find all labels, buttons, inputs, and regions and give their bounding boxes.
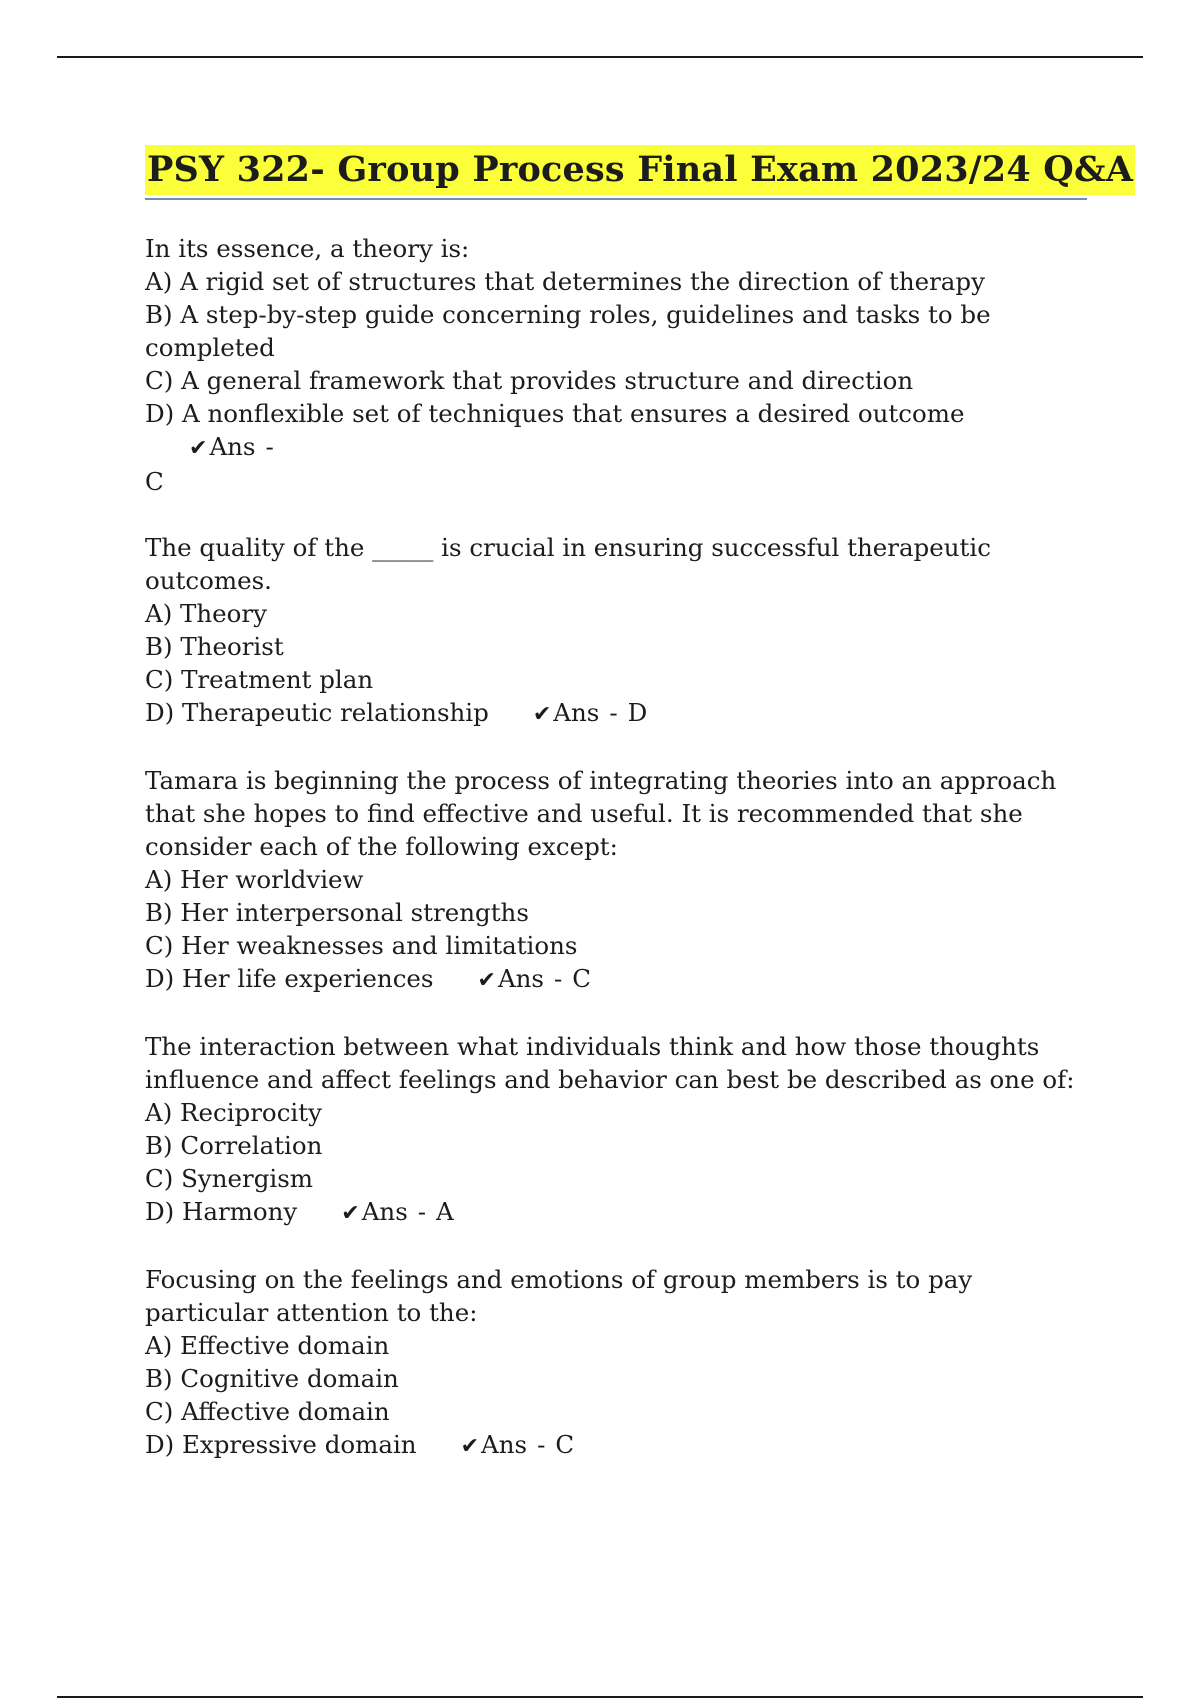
checkmark-icon: ✔ [189, 436, 208, 461]
option-d: D) Her life experiences [145, 964, 434, 993]
checkmark-icon: ✔ [532, 702, 552, 727]
answer-key [434, 964, 592, 993]
question-text: The quality of the _____ is crucial in ensuring successful therapeutic outcomes. [145, 533, 991, 595]
option-b: B) A step-by-step guide concerning roles, guidelines and tasks to be completed [145, 300, 991, 362]
option-d-with-answer [145, 696, 1090, 731]
answer-dash: - [537, 1430, 546, 1459]
option-d: D) A nonflexible set of techniques that ensures a desired outcome [145, 399, 965, 428]
question-item [145, 1030, 1090, 1230]
checkmark-icon: ✔ [341, 1201, 360, 1226]
answer-dash: - [417, 1197, 427, 1226]
option-b: B) Cognitive domain [145, 1364, 399, 1393]
answer-label: Ans [553, 698, 600, 727]
question-list [145, 232, 1090, 1496]
question-text: In its essence, a theory is: [145, 234, 470, 263]
option-c: C) Her weaknesses and limitations [145, 931, 578, 960]
question-text: The interaction between what individuals think and how those thoughts influence and affect feelings and behavior can best be described as one of: [145, 1032, 1075, 1094]
question-item [145, 232, 1090, 498]
checkmark-icon: ✔ [477, 968, 496, 993]
answer-key [297, 1197, 453, 1226]
option-d-with-answer [145, 397, 1090, 498]
answer-dash: - [553, 964, 563, 993]
answer-label: Ans [481, 1430, 528, 1459]
option-b: B) Theorist [145, 632, 284, 661]
option-d-with-answer [145, 1195, 1090, 1230]
option-d-with-answer [145, 962, 1090, 997]
question-text: Focusing on the feelings and emotions of group members is to pay particular attention to the: [145, 1265, 973, 1327]
answer-label: Ans [209, 432, 256, 461]
option-d-with-answer [145, 1428, 1090, 1463]
answer-key [145, 432, 284, 461]
top-rule [57, 56, 1143, 58]
answer-value: A [436, 1197, 454, 1226]
title-block [145, 145, 1134, 200]
option-a: A) Reciprocity [145, 1098, 322, 1127]
option-b: B) Correlation [145, 1131, 323, 1160]
bottom-rule [57, 1696, 1143, 1698]
answer-value: C [555, 1430, 575, 1459]
question-text: Tamara is beginning the process of integrating theories into an approach that she hopes to find effective and useful. It is recommended that she consider each of the following except: [145, 766, 1057, 861]
option-a: A) Effective domain [145, 1331, 390, 1360]
question-item [145, 531, 1090, 731]
answer-label: Ans [497, 964, 544, 993]
answer-value: C [572, 964, 592, 993]
answer-value: D [627, 698, 648, 727]
option-c: C) A general framework that provides structure and direction [145, 366, 914, 395]
option-c: C) Treatment plan [145, 665, 374, 694]
option-a: A) A rigid set of structures that determines the direction of therapy [145, 267, 985, 296]
answer-dash: - [609, 698, 618, 727]
answer-key [489, 698, 647, 727]
option-d: D) Harmony [145, 1197, 298, 1226]
option-c: C) Synergism [145, 1164, 314, 1193]
answer-label: Ans [361, 1197, 408, 1226]
answer-dash: - [265, 432, 274, 461]
option-a: A) Her worldview [145, 865, 364, 894]
option-b: B) Her interpersonal strengths [145, 898, 529, 927]
option-a: A) Theory [145, 599, 267, 628]
option-c: C) Affective domain [145, 1397, 390, 1426]
answer-value: C [145, 467, 164, 496]
option-d: D) Therapeutic relationship [145, 698, 489, 727]
option-d: D) Expressive domain [145, 1430, 417, 1459]
checkmark-icon: ✔ [460, 1434, 480, 1459]
question-item [145, 1263, 1090, 1463]
question-item [145, 764, 1090, 997]
document-title: PSY 322- Group Process Final Exam 2023/24 Q&A [145, 145, 1135, 195]
answer-key [417, 1430, 575, 1459]
